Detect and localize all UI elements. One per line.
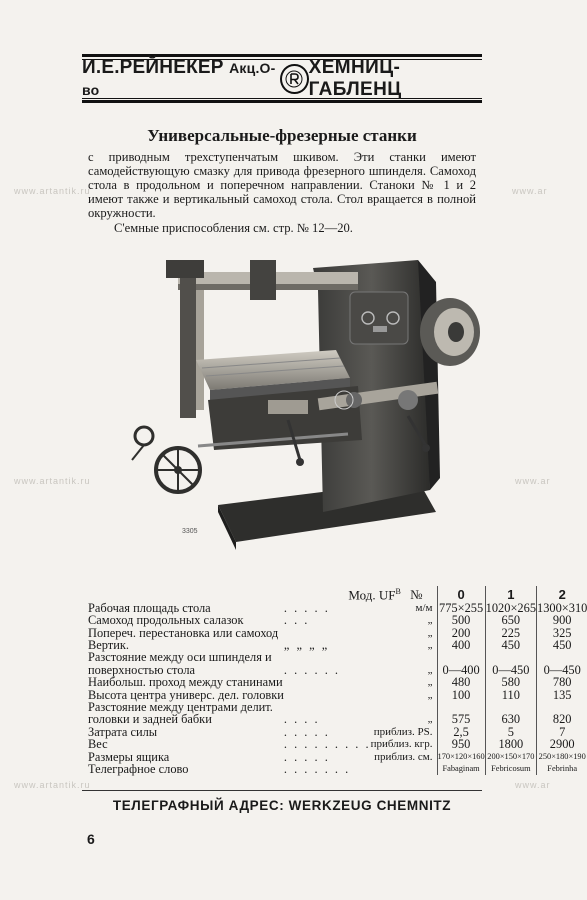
row-label: головки и задней бабки bbox=[88, 712, 212, 727]
accessories-reference: С'емные приспособления см. стр. № 12—20. bbox=[114, 221, 353, 235]
row-value-model-0: 100 bbox=[437, 689, 485, 701]
row-leader-dots bbox=[284, 651, 371, 663]
row-label: Разстояние между центрами делит. bbox=[88, 699, 273, 714]
row-leader-dots: . . . . . . . bbox=[283, 762, 351, 777]
row-unit: „ bbox=[427, 688, 433, 701]
row-value-model-1: Febricosum bbox=[485, 763, 536, 775]
row-unit: приблиз. PS. bbox=[373, 725, 433, 738]
row-value-model-0: 400 bbox=[437, 639, 485, 651]
intro-paragraph: с приводным трехступенчатым шкивом. Эти станки имеют самодействующую смазку для привода фрезерного шпинделя. Самоход стола в продольном и поперечном направлении. Станоки № 1 и 2 имеют также и вертикальный самоход стола. Стол вращается в полной окружности. bbox=[88, 150, 476, 220]
row-label: Вес bbox=[88, 737, 108, 752]
row-label: Разстояние между оси шпинделя и bbox=[88, 650, 272, 665]
watermark-left-mid: www.artantik.ru bbox=[14, 476, 91, 486]
row-value-model-2: 7 bbox=[537, 726, 587, 738]
row-value-model-1: 1800 bbox=[485, 738, 536, 750]
company-name-block bbox=[82, 57, 280, 101]
model-0-header: 0 bbox=[437, 586, 485, 602]
row-leader-dots: . . . . bbox=[283, 712, 320, 727]
row-value-model-1: 5 bbox=[485, 726, 536, 738]
row-value-model-0: 200 bbox=[437, 627, 485, 639]
row-value-model-0 bbox=[437, 651, 485, 663]
row-unit: „ bbox=[427, 676, 433, 689]
row-unit: „ bbox=[427, 614, 433, 627]
row-value-model-1 bbox=[485, 651, 536, 663]
reinecker-logo-icon bbox=[284, 69, 304, 89]
table-row bbox=[88, 763, 587, 775]
specifications-table bbox=[88, 586, 587, 775]
row-leader-dots bbox=[284, 689, 371, 701]
row-leader-dots bbox=[284, 676, 371, 688]
model-label-cell bbox=[88, 586, 437, 602]
page-title: Универсальные-фрезерные станки bbox=[147, 126, 417, 145]
row-label: Вертик. bbox=[88, 637, 129, 652]
row-value-model-1: 200×150×170 bbox=[485, 751, 536, 763]
page-number: 6 bbox=[87, 831, 95, 847]
row-label: Попереч. перестановка или самоход bbox=[88, 625, 279, 640]
model-2-header: 2 bbox=[537, 586, 587, 602]
row-value-model-1: 630 bbox=[485, 713, 536, 725]
row-value-model-2: 135 bbox=[537, 689, 587, 701]
row-label: Высота центра универс. дел. головки bbox=[88, 687, 284, 702]
row-label: Телеграфное слово bbox=[88, 762, 189, 777]
intro-text bbox=[88, 150, 476, 235]
row-unit bbox=[371, 763, 437, 775]
company-type: Акц.О-во bbox=[82, 60, 276, 98]
row-leader-dots: . . . . . . . . . bbox=[283, 737, 371, 752]
row-value-model-0: 500 bbox=[437, 614, 485, 626]
row-value-model-0: 480 bbox=[437, 676, 485, 688]
watermark-left-bottom: www.artantik.ru bbox=[14, 780, 91, 790]
row-leader-dots: . . . . . bbox=[283, 749, 330, 764]
row-value-model-2: 820 bbox=[537, 713, 587, 725]
watermark-right-top: www.ar bbox=[512, 186, 548, 196]
row-value-model-2: 780 bbox=[537, 676, 587, 688]
row-unit: приблиз. см. bbox=[374, 750, 433, 763]
table-row bbox=[88, 738, 587, 750]
row-value-model-2: 2900 bbox=[537, 738, 587, 750]
row-unit bbox=[371, 651, 437, 663]
row-value-model-0: 575 bbox=[437, 713, 485, 725]
table-row bbox=[88, 713, 587, 725]
watermark-left-top: www.artantik.ru bbox=[14, 186, 91, 196]
row-unit: „ bbox=[427, 626, 433, 639]
company-logo bbox=[280, 64, 308, 94]
row-value-model-1: 450 bbox=[485, 639, 536, 651]
row-value-model-1: 580 bbox=[485, 676, 536, 688]
row-value-model-2: 0—450 bbox=[537, 664, 587, 676]
row-value-model-0: Fabaginam bbox=[437, 763, 485, 775]
row-leader-dots: . . . bbox=[283, 613, 310, 628]
row-unit: „ bbox=[427, 663, 433, 676]
row-value-model-2: 1300×310 bbox=[537, 600, 587, 615]
table-row bbox=[88, 651, 587, 663]
row-label: Наибольш. проход между станинами bbox=[88, 675, 283, 690]
row-value-model-1: 110 bbox=[485, 689, 536, 701]
watermark-right-mid: www.ar bbox=[515, 476, 551, 486]
model-1-header: 1 bbox=[485, 586, 536, 602]
table-header-row bbox=[88, 586, 587, 602]
photo-number: 3305 bbox=[182, 528, 198, 535]
row-leader-dots: . . . . . bbox=[283, 724, 330, 739]
model-label: Мод. UF bbox=[348, 587, 396, 603]
row-value-model-2: 900 bbox=[537, 614, 587, 626]
row-leader-dots: „ „ „ „ bbox=[283, 637, 330, 652]
row-unit bbox=[371, 701, 437, 713]
row-value-model-2: 450 bbox=[537, 639, 587, 651]
row-label: Рабочая площадь стола bbox=[88, 600, 211, 615]
row-value-model-1: 0—450 bbox=[485, 664, 536, 676]
table-row bbox=[88, 676, 587, 688]
telegraph-address: ТЕЛЕГРАФНЫЙ АДРЕС: WERKZEUG CHEMNITZ bbox=[112, 798, 452, 813]
row-value-model-0: 2,5 bbox=[437, 726, 485, 738]
row-unit: м/м bbox=[415, 601, 433, 614]
row-unit: „ bbox=[427, 638, 433, 651]
row-label: Самоход продольных салазок bbox=[88, 613, 244, 628]
row-value-model-0: 775×255 bbox=[439, 600, 484, 615]
footer-rule bbox=[82, 790, 482, 791]
watermark-right-bottom: www.ar bbox=[515, 780, 551, 790]
row-value-model-2: 325 bbox=[537, 627, 587, 639]
model-number-sign: № bbox=[410, 587, 423, 603]
table-row bbox=[88, 614, 587, 626]
row-value-model-1: 1020×265 bbox=[485, 600, 537, 615]
company-header bbox=[82, 57, 482, 100]
company-name: И.Е.РЕЙНЕКЕР bbox=[82, 57, 224, 78]
row-label: Размеры ящика bbox=[88, 749, 170, 764]
row-value-model-0: 170×120×160 bbox=[437, 751, 485, 763]
row-label: Затрата силы bbox=[88, 724, 158, 739]
row-value-model-2 bbox=[537, 651, 587, 663]
row-leader-dots: . . . . . . bbox=[283, 662, 340, 677]
row-label: поверхностью стола bbox=[88, 662, 196, 677]
row-unit: „ bbox=[427, 713, 433, 726]
row-value-model-1: 650 bbox=[485, 614, 536, 626]
row-value-model-0: 950 bbox=[437, 738, 485, 750]
row-value-model-1: 225 bbox=[485, 627, 536, 639]
row-leader-dots: . . . . . bbox=[283, 600, 330, 615]
company-city: ХЕМНИЦ-ГАБЛЕНЦ bbox=[308, 57, 402, 100]
row-value-model-0: 0—400 bbox=[437, 664, 485, 676]
model-superscript: B bbox=[395, 587, 401, 596]
milling-machine-illustration bbox=[118, 250, 490, 550]
row-unit: приблиз. кгр. bbox=[370, 738, 433, 751]
row-value-model-2: Febrinha bbox=[537, 763, 587, 775]
row-value-model-2: 250×180×190 bbox=[537, 751, 587, 763]
